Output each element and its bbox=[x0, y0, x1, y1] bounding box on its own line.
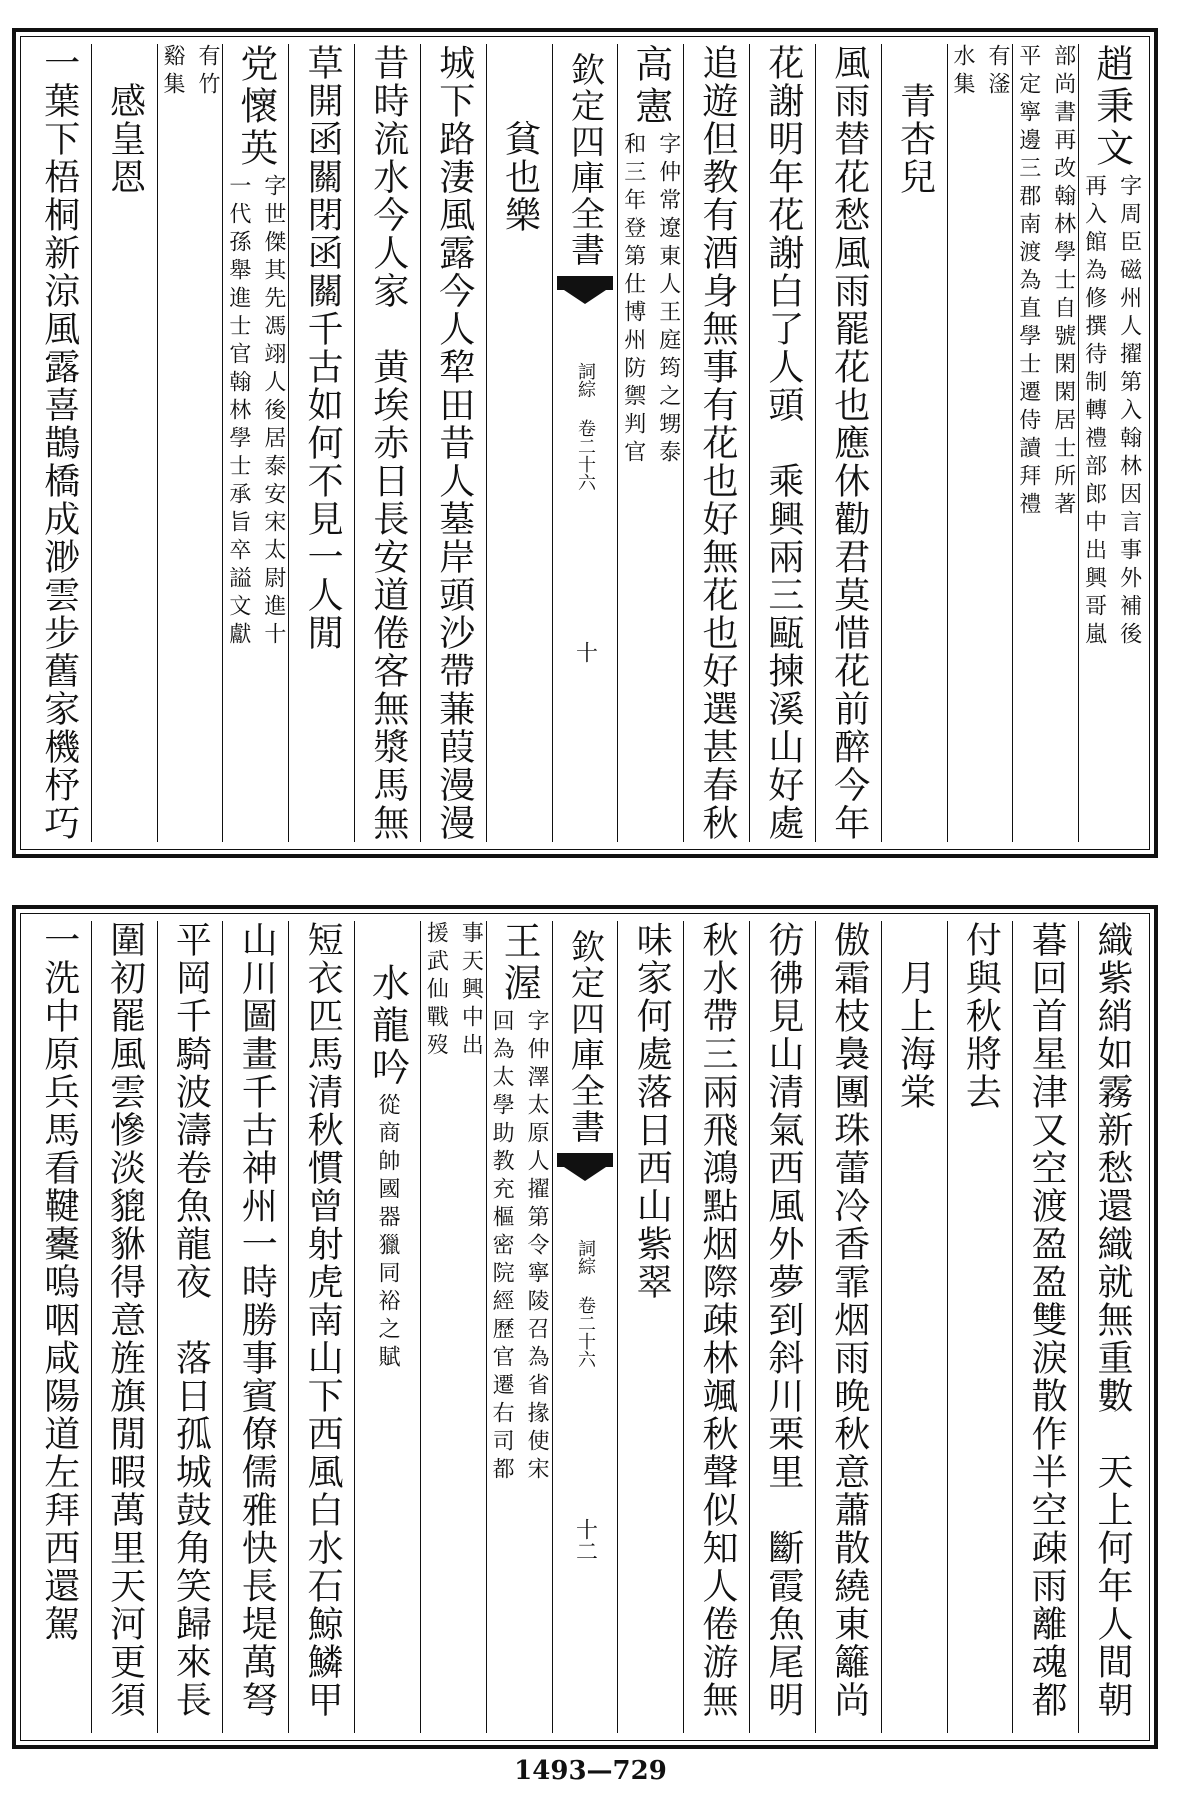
annotation-line: 回為太學助教充樞密院經歷官遷右司都 bbox=[489, 1009, 515, 1485]
column-text: 一洗中原兵馬看鞬櫜嗚咽咸陽道左拜西還駕 bbox=[38, 921, 80, 1643]
volume-label: 詞綜 卷二十六 bbox=[574, 1239, 596, 1368]
column-text: 風雨替花愁風雨罷花也應休勸君莫惜花前醉今年 bbox=[828, 44, 870, 842]
author-name: 水龍吟 bbox=[365, 921, 410, 1089]
heading-with-note bbox=[1079, 44, 1144, 650]
column-text: 一葉下梧桐新涼風露喜鵲橋成渺雲步舊家機杼巧 bbox=[38, 44, 80, 842]
column-text: 昔時流水今人家 黄埃赤日長安道倦客無漿馬無 bbox=[367, 44, 409, 842]
text-column bbox=[420, 44, 486, 842]
text-column bbox=[288, 921, 354, 1733]
text-column bbox=[683, 921, 749, 1733]
text-column bbox=[354, 44, 420, 842]
author-name: 憲 bbox=[628, 86, 673, 128]
annotation bbox=[1079, 174, 1144, 650]
text-column bbox=[881, 921, 947, 1733]
author-name: 高 bbox=[628, 44, 673, 86]
column-text: 短衣匹馬清秋慣曾射虎南山下西風白水石鯨鱗甲 bbox=[302, 921, 344, 1719]
column-text: 感皇恩 bbox=[104, 44, 146, 196]
column-text: 平岡千騎波濤卷魚龍夜 落日孤城鼓角笑歸來長 bbox=[170, 921, 212, 1719]
text-column bbox=[1078, 921, 1144, 1733]
text-column bbox=[354, 921, 420, 1733]
annotation-line: 從商帥國器獵同裕之賦 bbox=[374, 1093, 400, 1373]
column-text: 花謝明年花謝白了人頭 乘興兩三甌揀溪山好處 bbox=[762, 44, 804, 842]
text-column bbox=[222, 921, 288, 1733]
heading-with-note bbox=[618, 44, 683, 468]
column-text: 追遊但教有酒身無事有花也好無花也好選甚春秋 bbox=[697, 44, 739, 842]
column-text: 山川圖畫千古神州一時勝事賓僚儒雅快長堤萬弩 bbox=[236, 921, 278, 1719]
author-name: 党懷英 bbox=[233, 44, 278, 170]
text-column bbox=[1012, 921, 1078, 1733]
annotation bbox=[158, 44, 223, 100]
author-name: 王 bbox=[497, 921, 542, 963]
page-footer-number: 1493—729 bbox=[514, 1756, 667, 1786]
top-page bbox=[12, 28, 1158, 858]
column-text: 秋水帶三兩飛鴻點烟際疎林颯秋聲似知人倦游無 bbox=[697, 921, 739, 1719]
annotation-line: 水集 bbox=[949, 44, 975, 100]
annotation bbox=[421, 921, 486, 1061]
annotation-line: 和三年登第仕博州防禦判官 bbox=[620, 132, 646, 468]
text-column bbox=[947, 921, 1013, 1733]
text-column bbox=[947, 44, 1013, 842]
book-spine bbox=[553, 44, 618, 663]
column-text: 圍初罷風雲慘淡貔貅得意旌旗閒暇萬里天河更須 bbox=[104, 921, 146, 1719]
text-column bbox=[815, 921, 881, 1733]
text-column bbox=[1078, 44, 1144, 842]
text-column bbox=[617, 921, 683, 1733]
annotation-line: 部尚書再改翰林學士自號閑閑居士所著 bbox=[1050, 44, 1076, 520]
column-text: 城下路淒風露今人犂田昔人墓岸頭沙帶蒹葭漫漫 bbox=[433, 44, 475, 842]
text-column bbox=[486, 921, 552, 1733]
annotation bbox=[948, 44, 1013, 100]
column-text: 暮回首星津又空渡盈盈雙淚散作半空疎雨離魂都 bbox=[1026, 921, 1068, 1719]
annotation-line: 再入館為修撰待制轉禮部郎中出興哥嵐 bbox=[1081, 174, 1107, 650]
column-text: 貧也樂 bbox=[499, 44, 541, 234]
annotation bbox=[223, 174, 288, 650]
text-column bbox=[26, 44, 91, 842]
annotation-line: 字仲澤太原人擢第令寧陵召為省掾使宋 bbox=[524, 1009, 550, 1485]
text-column bbox=[815, 44, 881, 842]
text-column bbox=[288, 44, 354, 842]
page-number: 十 bbox=[572, 641, 598, 663]
annotation-line: 援武仙戰歿 bbox=[423, 921, 449, 1061]
text-column bbox=[552, 921, 618, 1733]
author-name: 渥 bbox=[497, 963, 542, 1005]
column-text: 草開函關閉函關千古如何不見一人閒 bbox=[302, 44, 344, 652]
column-text: 月上海棠 bbox=[894, 921, 936, 1111]
text-column bbox=[1012, 44, 1078, 842]
annotation-line: 事天興中出 bbox=[458, 921, 484, 1061]
text-column bbox=[486, 44, 552, 842]
text-column bbox=[157, 921, 223, 1733]
annotation-line: 有滏 bbox=[984, 44, 1010, 100]
author-name: 趙秉文 bbox=[1089, 44, 1134, 170]
text-column bbox=[222, 44, 288, 842]
column-text: 味家何處落日西山紫翠 bbox=[631, 921, 673, 1301]
annotation bbox=[1013, 44, 1078, 520]
heading-with-note bbox=[487, 921, 552, 1485]
text-column bbox=[552, 44, 618, 842]
annotation-line: 字仲常遼東人王庭筠之甥泰 bbox=[655, 132, 681, 468]
annotation bbox=[486, 1009, 551, 1485]
annotation-line: 一代孫舉進士官翰林學士承旨卒謚文獻 bbox=[225, 174, 251, 650]
heading-with-note bbox=[355, 921, 420, 1373]
volume-label: 詞綜 卷二十六 bbox=[574, 362, 596, 491]
book-title: 欽定四庫全書 bbox=[564, 929, 605, 1145]
text-column bbox=[683, 44, 749, 842]
column-text: 傲霜枝裊團珠蕾冷香霏烟雨晚秋意蕭散繞東籬尚 bbox=[828, 921, 870, 1719]
book-title: 欽定四庫全書 bbox=[564, 52, 605, 268]
fish-tail-mark bbox=[557, 276, 613, 346]
text-column bbox=[617, 44, 683, 842]
text-column bbox=[749, 44, 815, 842]
column-text: 織紫綃如霧新愁還織就無重數 天上何年人間朝 bbox=[1092, 921, 1133, 1719]
top-columns bbox=[26, 44, 1144, 842]
annotation-line: 谿集 bbox=[160, 44, 185, 100]
text-column bbox=[881, 44, 947, 842]
page-number: 十二 bbox=[572, 1518, 598, 1562]
column-text: 彷彿見山清氣西風外夢到斜川栗里 斷霞魚尾明 bbox=[762, 921, 804, 1719]
text-column bbox=[26, 921, 91, 1733]
text-column bbox=[157, 44, 223, 842]
heading-with-note bbox=[223, 44, 288, 650]
column-text: 青杏兒 bbox=[894, 44, 936, 196]
text-column bbox=[420, 921, 486, 1733]
text-column bbox=[91, 921, 157, 1733]
annotation-line: 平定寧邊三郡南渡為直學士遷侍讀拜禮 bbox=[1015, 44, 1041, 520]
text-column bbox=[91, 44, 157, 842]
annotation-line: 字周臣磁州人擢第入翰林因言事外補後 bbox=[1116, 174, 1142, 650]
bottom-columns bbox=[26, 921, 1144, 1733]
bottom-page bbox=[12, 905, 1158, 1749]
book-spine bbox=[553, 921, 618, 1562]
text-column bbox=[749, 921, 815, 1733]
fish-tail-mark bbox=[557, 1153, 613, 1223]
annotation-line: 有竹 bbox=[195, 44, 220, 100]
annotation-line: 字世傑其先馮翊人後居泰安宋太尉進十 bbox=[260, 174, 286, 650]
annotation bbox=[372, 1093, 403, 1373]
column-text: 付與秋將去 bbox=[960, 921, 1002, 1111]
annotation bbox=[618, 132, 683, 468]
